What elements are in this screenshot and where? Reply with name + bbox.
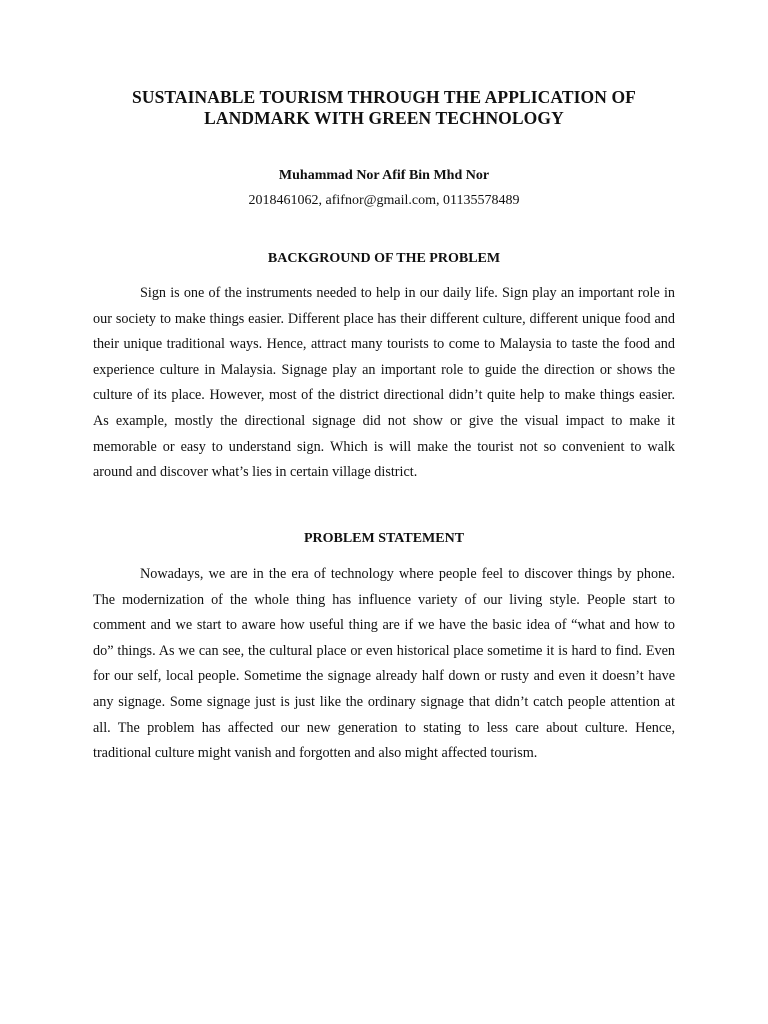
document-title — [90, 87, 678, 129]
author-name: Muhammad Nor Afif Bin Mhd Nor — [278, 168, 490, 183]
title-line-2: LANDMARK WITH GREEN TECHNOLOGY — [204, 108, 564, 128]
section-heading-background: BACKGROUND OF THE PROBLEM — [267, 251, 501, 266]
title-line-1: SUSTAINABLE TOURISM THROUGH THE APPLICATION OF — [132, 87, 636, 107]
author-contact: 2018461062, afifnor@gmail.com, 01135578489 — [248, 193, 520, 208]
section-heading-problem-statement: PROBLEM STATEMENT — [303, 531, 465, 546]
section-body-problem-statement: Nowadays, we are in the era of technology where people feel to discover things by phone. The modernization of the whole thing has influence variety of our living style. People start to comment and we start to aware how useful thing are if we have the basic idea of “what and how to do” things. As we can see, the cultural place or even historical place sometime it is hard to find. Even for our self, local people. Sometime the signage already half down or rusty and even it doesn’t have any signage. Some signage just is just like the ordinary signage that didn’t catch people attention at all. The problem has affected our new generation to stating to less care about culture. Hence, traditional culture might vanish and forgotten and also might affected tourism. — [93, 566, 675, 762]
section-body-background: Sign is one of the instruments needed to help in our daily life. Sign play an important role in our society to make things easier. Different place has their different culture, different unique food and their unique traditional ways. Hence, attract many tourists to come to Malaysia to taste the food and experience culture in Malaysia. Signage play an important role to guide the direction or shows the culture of its place. However, most of the district directional didn’t quite help to make things easier. As example, mostly the directional signage did not show or give the visual impact to make it memorable or easy to understand sign. Which is will make the tourist not so convenient to walk around and discover what’s lies in certain village district. — [93, 285, 675, 481]
